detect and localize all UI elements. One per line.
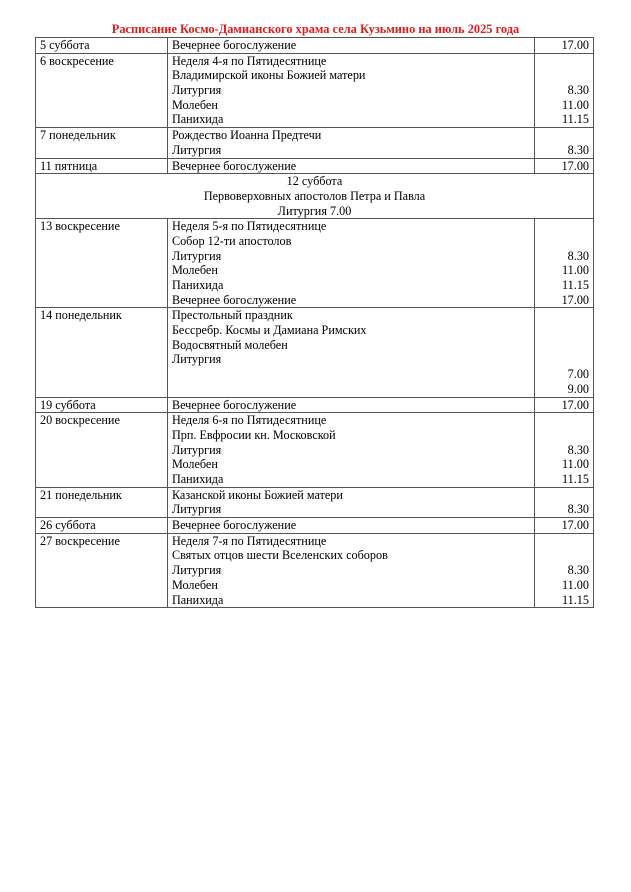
event-line: Неделя 6-я по Пятидесятнице <box>171 413 327 428</box>
time-line <box>539 338 589 353</box>
event-line: Панихида <box>171 112 224 127</box>
schedule-table <box>35 37 594 608</box>
time-line: 11.00 <box>562 97 589 112</box>
time-cell <box>534 158 593 174</box>
time-line <box>539 128 589 143</box>
event-line <box>172 367 530 382</box>
time-line: 17.00 <box>561 518 589 533</box>
event-cell <box>167 53 534 127</box>
time-line <box>539 54 589 69</box>
time-cell <box>534 518 593 534</box>
time-line <box>539 308 589 323</box>
date-cell: 14 понедельник <box>36 308 168 397</box>
event-cell <box>167 308 534 397</box>
table-row <box>36 533 594 607</box>
time-line <box>539 352 589 367</box>
special-line: Литургия 7.00 <box>277 203 352 218</box>
time-line <box>539 68 589 83</box>
event-line: Водосвятный молебен <box>171 337 288 352</box>
time-line <box>539 428 589 443</box>
date-cell: 11 пятница <box>36 158 168 174</box>
event-cell <box>167 128 534 158</box>
time-line: 11.00 <box>562 457 589 472</box>
event-line: Прп. Евфросии кн. Московской <box>171 427 336 442</box>
time-line: 9.00 <box>567 381 589 396</box>
time-cell <box>534 128 593 158</box>
event-line: Панихида <box>171 278 224 293</box>
table-row <box>36 397 594 413</box>
date-cell: 20 воскресение <box>36 413 168 487</box>
time-line: 11.15 <box>562 592 589 607</box>
event-line: Молебен <box>171 577 218 592</box>
event-line: Вечернее богослужение <box>171 38 297 52</box>
event-cell <box>167 533 534 607</box>
time-line: 8.30 <box>567 83 589 98</box>
table-row <box>36 518 594 534</box>
event-cell <box>167 158 534 174</box>
event-cell <box>167 487 534 517</box>
event-line: Литургия <box>171 502 222 517</box>
event-line: Молебен <box>171 457 218 472</box>
table-row <box>36 53 594 127</box>
special-day-cell <box>36 174 594 219</box>
event-line: Казанской иконы Божией матери <box>171 487 343 502</box>
special-line: 12 суббота <box>286 174 343 189</box>
event-cell <box>167 518 534 534</box>
date-cell: 6 воскресение <box>36 53 168 127</box>
time-line: 7.00 <box>567 367 589 382</box>
table-row <box>36 158 594 174</box>
event-line: Рождество Иоанна Предтечи <box>171 128 322 143</box>
table-row <box>36 413 594 487</box>
time-cell <box>534 38 593 54</box>
time-line <box>539 488 589 503</box>
event-line: Владимирской иконы Божией матери <box>171 68 366 83</box>
event-line: Литургия <box>171 142 222 157</box>
table-row <box>36 487 594 517</box>
event-line: Литургия <box>171 352 222 367</box>
time-line: 17.00 <box>561 38 589 52</box>
time-cell <box>534 487 593 517</box>
event-line: Молебен <box>171 97 218 112</box>
table-row <box>36 128 594 158</box>
date-cell: 5 суббота <box>36 38 168 54</box>
time-line: 8.30 <box>567 248 589 263</box>
event-line: Литургия <box>171 248 222 263</box>
time-line: 17.00 <box>561 158 589 173</box>
event-line: Панихида <box>171 471 224 486</box>
event-line: Литургия <box>171 563 222 578</box>
event-line: Собор 12-ти апостолов <box>171 233 292 248</box>
event-line: Вечернее богослужение <box>171 292 297 307</box>
event-line: Престольный праздник <box>171 308 293 323</box>
time-cell <box>534 219 593 308</box>
event-line: Вечернее богослужение <box>171 518 297 533</box>
event-line: Бессребр. Космы и Дамиана Римских <box>171 323 367 338</box>
table-row <box>36 308 594 397</box>
time-line: 8.30 <box>567 142 589 157</box>
special-line: Первоверховных апостолов Петра и Павла <box>203 188 426 203</box>
time-line <box>539 534 589 549</box>
special-row <box>36 174 594 219</box>
event-cell <box>167 413 534 487</box>
time-line <box>539 413 589 428</box>
time-line: 11.00 <box>562 577 589 592</box>
page-title: Расписание Космо-Дамианского храма села Кузьмино на июль 2025 года <box>111 22 520 36</box>
time-line <box>539 548 589 563</box>
event-line <box>172 382 530 397</box>
time-cell <box>534 397 593 413</box>
time-cell <box>534 413 593 487</box>
time-line: 11.00 <box>562 263 589 278</box>
event-line: Литургия <box>171 442 222 457</box>
event-cell <box>167 397 534 413</box>
time-line: 8.30 <box>567 442 589 457</box>
time-line <box>539 234 589 249</box>
time-line: 11.15 <box>562 278 589 293</box>
event-line: Вечернее богослужение <box>171 158 297 173</box>
date-cell: 21 понедельник <box>36 487 168 517</box>
time-line <box>539 219 589 234</box>
date-cell: 26 суббота <box>36 518 168 534</box>
schedule-body <box>36 38 594 608</box>
time-line: 17.00 <box>561 292 589 307</box>
time-line: 17.00 <box>561 397 589 412</box>
event-cell <box>167 219 534 308</box>
date-cell: 19 суббота <box>36 397 168 413</box>
event-line: Неделя 5-я по Пятидесятнице <box>171 219 327 234</box>
time-line <box>539 323 589 338</box>
time-line: 11.15 <box>562 112 589 127</box>
date-cell: 7 понедельник <box>36 128 168 158</box>
time-cell <box>534 533 593 607</box>
time-line: 8.30 <box>567 563 589 578</box>
event-line: Вечернее богослужение <box>171 397 297 412</box>
time-line: 8.30 <box>567 502 589 517</box>
event-line: Молебен <box>171 263 218 278</box>
event-line: Панихида <box>171 592 224 607</box>
date-cell: 13 воскресение <box>36 219 168 308</box>
event-line: Святых отцов шести Вселенских соборов <box>171 548 388 563</box>
event-line: Неделя 4-я по Пятидесятнице <box>171 53 327 68</box>
table-row <box>36 38 594 54</box>
event-line: Неделя 7-я по Пятидесятнице <box>171 533 327 548</box>
time-cell <box>534 53 593 127</box>
event-line: Литургия <box>171 83 222 98</box>
time-cell <box>534 308 593 397</box>
table-row <box>36 219 594 308</box>
time-line: 11.15 <box>562 471 589 486</box>
date-cell: 27 воскресение <box>36 533 168 607</box>
event-cell <box>167 38 534 54</box>
